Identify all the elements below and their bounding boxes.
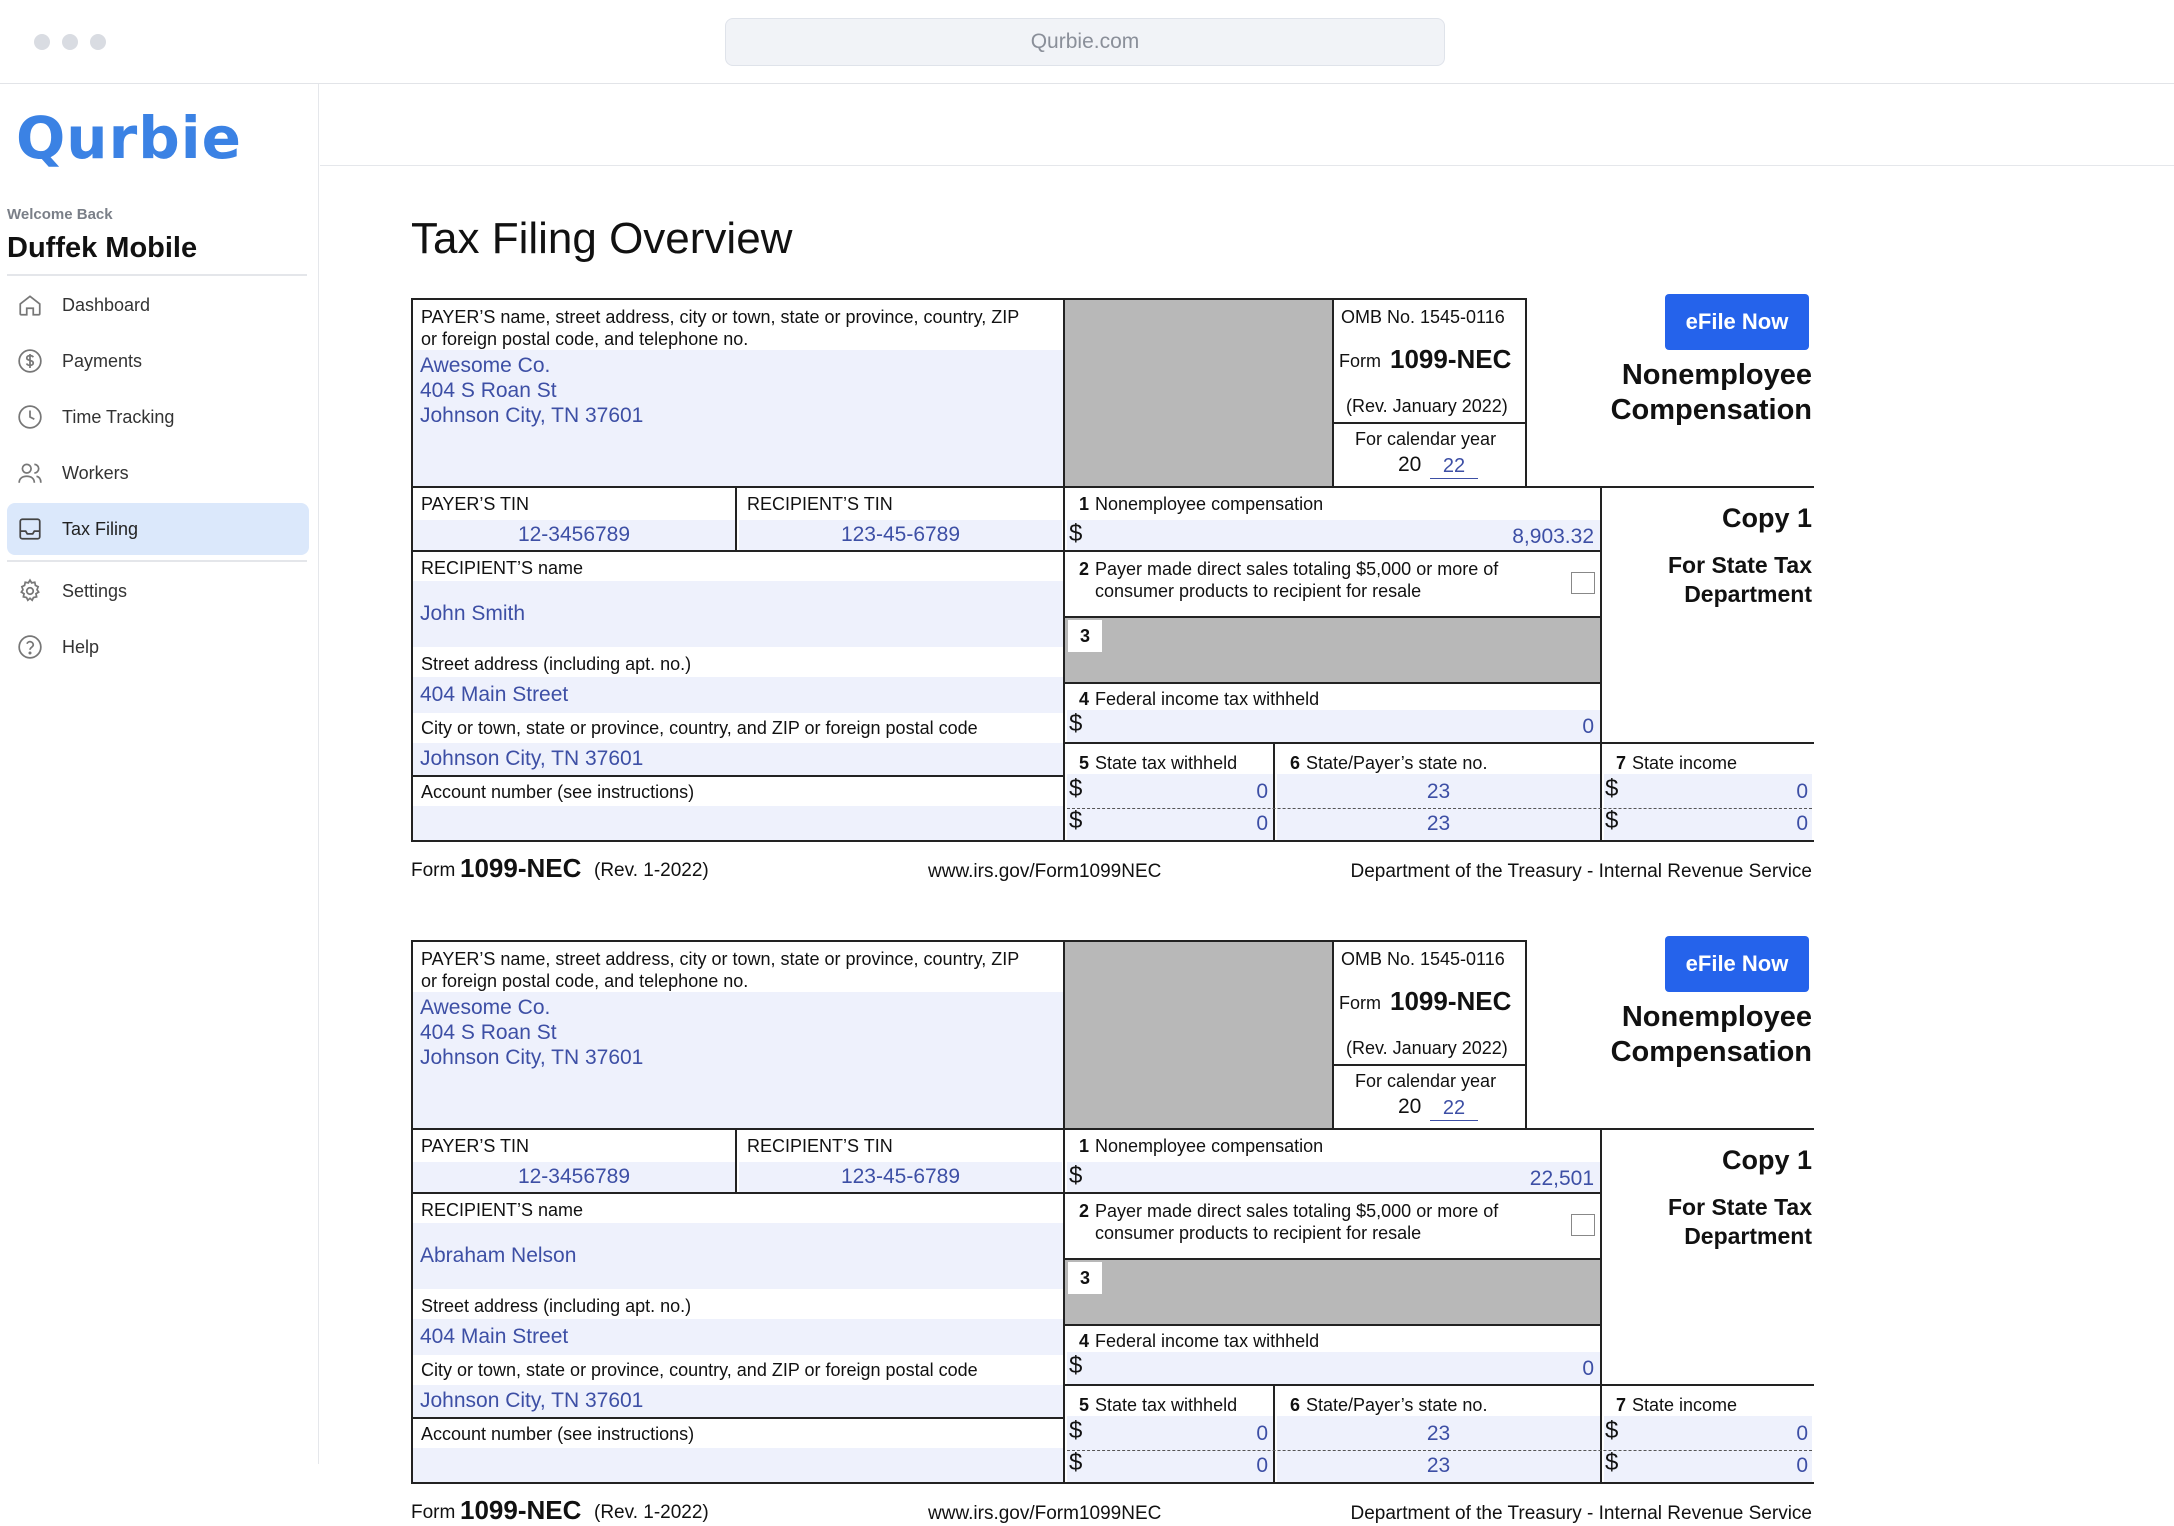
box-7-dollar-2: $ — [1605, 1449, 1619, 1476]
recipient-tin-field[interactable]: 123-45-6789 — [840, 523, 961, 546]
browser-chrome — [0, 0, 2174, 84]
sidebar-divider — [7, 274, 307, 276]
city-field[interactable]: Johnson City, TN 37601 — [420, 747, 644, 770]
year-field[interactable]: 22 — [1430, 454, 1478, 479]
calendar-year-label: For calendar year — [1355, 429, 1497, 449]
box-6-field-2[interactable]: 23 — [1426, 1454, 1451, 1477]
account-field[interactable] — [413, 808, 1063, 840]
copy-sub-line-1: For State Tax — [1668, 552, 1812, 578]
recipient-tin-field[interactable]: 123-45-6789 — [840, 1165, 961, 1188]
sidebar-item-label: Time Tracking — [62, 406, 175, 427]
payer-block-label: PAYER’S name, street address, city or town, state or province, country, ZIP — [421, 307, 1020, 327]
box-5-number: 5 — [1079, 753, 1090, 773]
address-bar[interactable]: Qurbie.com — [725, 18, 1445, 66]
window-maximize-dot[interactable] — [90, 34, 106, 50]
box-4-number: 4 — [1079, 1331, 1090, 1351]
box-7-dollar-1: $ — [1605, 775, 1619, 802]
box-2-checkbox[interactable] — [1571, 572, 1595, 594]
box-3-number: 3 — [1068, 1262, 1102, 1294]
box-1-dollar: $ — [1069, 520, 1083, 547]
sidebar-item-payments[interactable] — [7, 335, 309, 387]
box-5-dollar-2: $ — [1069, 1449, 1083, 1476]
payer-block-label: PAYER’S name, street address, city or town, state or province, country, ZIP — [421, 949, 1020, 969]
omb-number: OMB No. 1545-0116 — [1341, 949, 1505, 969]
footer-revision: (Rev. 1-2022) — [594, 1502, 709, 1523]
sidebar-item-settings[interactable] — [7, 565, 309, 617]
box-4-label: Federal income tax withheld — [1095, 1331, 1320, 1351]
footer-department: Department of the Treasury - Internal Revenue Service — [1350, 1503, 1812, 1524]
street-label: Street address (including apt. no.) — [421, 654, 692, 674]
recipient-tin-label: RECIPIENT’S TIN — [747, 1136, 893, 1156]
box-6-field-1[interactable]: 23 — [1426, 1422, 1451, 1445]
street-field[interactable]: 404 Main Street — [420, 683, 569, 706]
payer-block-label-2: or foreign postal code, and telephone no. — [421, 329, 749, 349]
sidebar-item-label: Workers — [62, 462, 129, 483]
box-2-checkbox[interactable] — [1571, 1214, 1595, 1236]
form-title-line-1: Nonemployee — [1621, 1001, 1812, 1033]
box-7-label: State income — [1632, 1395, 1738, 1415]
footer-department: Department of the Treasury - Internal Revenue Service — [1350, 861, 1812, 882]
efile-now-button[interactable]: eFile Now — [1665, 294, 1809, 350]
payer-name-field[interactable]: Awesome Co. — [420, 354, 551, 377]
box-7-field-1[interactable]: 0 — [1796, 780, 1808, 803]
company-name: Duffek Mobile — [7, 232, 198, 264]
street-label: Street address (including apt. no.) — [421, 1296, 692, 1316]
sidebar — [0, 84, 319, 1464]
box-6-label: State/Payer’s state no. — [1306, 753, 1488, 773]
box-7-dollar-2: $ — [1605, 807, 1619, 834]
sidebar-item-help[interactable] — [7, 621, 309, 673]
year-field[interactable]: 22 — [1430, 1096, 1478, 1121]
home-icon — [17, 292, 43, 318]
dollar-icon — [17, 348, 43, 374]
city-label: City or town, state or province, country, and ZIP or foreign postal code — [421, 1360, 978, 1380]
box-1-label: Nonemployee compensation — [1095, 1136, 1324, 1156]
box-6-field-1[interactable]: 23 — [1426, 780, 1451, 803]
form-revision: (Rev. January 2022) — [1346, 1038, 1508, 1058]
box-3-number: 3 — [1068, 620, 1102, 652]
sidebar-item-tax-filing[interactable] — [7, 503, 309, 555]
box-7-number: 7 — [1616, 1395, 1627, 1415]
payer-tin-field[interactable]: 12-3456789 — [517, 523, 631, 546]
city-label: City or town, state or province, country, and ZIP or foreign postal code — [421, 718, 978, 738]
box-5-field-2[interactable]: 0 — [1256, 1454, 1268, 1477]
window-close-dot[interactable] — [34, 34, 50, 50]
sidebar-item-label: Dashboard — [62, 294, 151, 315]
footer-revision: (Rev. 1-2022) — [594, 860, 709, 881]
recipient-name-label: RECIPIENT’S name — [421, 558, 584, 578]
calendar-year-label: For calendar year — [1355, 1071, 1497, 1091]
year-prefix: 20 — [1398, 453, 1422, 476]
window-minimize-dot[interactable] — [62, 34, 78, 50]
box-5-dollar-1: $ — [1069, 1417, 1083, 1444]
box-4-dollar: $ — [1069, 710, 1083, 737]
box-2-label-2: consumer products to recipient for resale — [1095, 581, 1422, 601]
box-5-label: State tax withheld — [1095, 1395, 1238, 1415]
recipient-tin-label: RECIPIENT’S TIN — [747, 494, 893, 514]
box-2-number: 2 — [1079, 559, 1090, 579]
box-7-label: State income — [1632, 753, 1738, 773]
payer-tin-label: PAYER’S TIN — [421, 494, 530, 514]
box-1-field[interactable]: 8,903.32 — [1512, 525, 1594, 548]
copy-label: Copy 1 — [1721, 1145, 1812, 1175]
copy-sub-line-2: Department — [1684, 1223, 1812, 1249]
inbox-icon — [17, 516, 43, 542]
box-7-number: 7 — [1616, 753, 1627, 773]
box-1-number: 1 — [1079, 1136, 1090, 1156]
box-4-number: 4 — [1079, 689, 1090, 709]
form-title-line-1: Nonemployee — [1621, 359, 1812, 391]
box-5-number: 5 — [1079, 1395, 1090, 1415]
gear-icon — [17, 578, 43, 604]
copy-sub-line-1: For State Tax — [1668, 1194, 1812, 1220]
form-revision: (Rev. January 2022) — [1346, 396, 1508, 416]
box-6-number: 6 — [1290, 753, 1301, 773]
payer-city-field[interactable]: Johnson City, TN 37601 — [420, 404, 644, 427]
recipient-name-label: RECIPIENT’S name — [421, 1200, 584, 1220]
box-4-field[interactable]: 0 — [1582, 715, 1594, 738]
payer-tin-field[interactable]: 12-3456789 — [517, 1165, 631, 1188]
welcome-text: Welcome Back — [7, 206, 113, 223]
form-word: Form — [1339, 993, 1381, 1013]
box-5-field-1[interactable]: 0 — [1256, 780, 1268, 803]
street-field[interactable]: 404 Main Street — [420, 1325, 569, 1348]
copy-sub-line-2: Department — [1684, 581, 1812, 607]
city-field[interactable]: Johnson City, TN 37601 — [420, 1389, 644, 1412]
payer-city-field[interactable]: Johnson City, TN 37601 — [420, 1046, 644, 1069]
help-icon — [17, 634, 43, 660]
box-7-field-1[interactable]: 0 — [1796, 1422, 1808, 1445]
box-2-label-1: Payer made direct sales totaling $5,000 or more of — [1095, 559, 1499, 579]
box-5-field-1[interactable]: 0 — [1256, 1422, 1268, 1445]
omb-number: OMB No. 1545-0116 — [1341, 307, 1505, 327]
payer-street-field[interactable]: 404 S Roan St — [420, 379, 557, 402]
account-field[interactable] — [413, 1450, 1063, 1482]
clock-icon — [17, 404, 43, 430]
box-7-field-2[interactable]: 0 — [1796, 812, 1808, 835]
footer-form-name: 1099-NEC — [460, 853, 582, 883]
efile-now-button[interactable]: eFile Now — [1665, 936, 1809, 992]
sidebar-item-label: Settings — [62, 580, 128, 601]
box-2-number: 2 — [1079, 1201, 1090, 1221]
box-5-field-2[interactable]: 0 — [1256, 812, 1268, 835]
box-5-dollar-2: $ — [1069, 807, 1083, 834]
payer-name-field[interactable]: Awesome Co. — [420, 996, 551, 1019]
footer-url[interactable]: www.irs.gov/Form1099NEC — [928, 861, 1162, 882]
page-title: Tax Filing Overview — [411, 214, 793, 263]
year-prefix: 20 — [1398, 1095, 1422, 1118]
account-label: Account number (see instructions) — [421, 782, 695, 802]
footer-form-word: Form — [411, 1502, 456, 1523]
box-1-number: 1 — [1079, 494, 1090, 514]
form-name: 1099-NEC — [1390, 344, 1512, 374]
box-5-label: State tax withheld — [1095, 753, 1238, 773]
box-7-dollar-1: $ — [1605, 1417, 1619, 1444]
payer-tin-label: PAYER’S TIN — [421, 1136, 530, 1156]
recipient-name-field[interactable]: Abraham Nelson — [420, 1244, 577, 1267]
form-name: 1099-NEC — [1390, 986, 1512, 1016]
form-word: Form — [1339, 351, 1381, 371]
main-topbar — [320, 84, 2174, 166]
box-1-field[interactable]: 22,501 — [1529, 1167, 1594, 1190]
app-logo[interactable]: Qurbie — [16, 104, 242, 172]
footer-form-word: Form — [411, 860, 456, 881]
payer-street-field[interactable]: 404 S Roan St — [420, 1021, 557, 1044]
users-icon — [17, 460, 43, 486]
box-1-dollar: $ — [1069, 1162, 1083, 1189]
box-2-label-1: Payer made direct sales totaling $5,000 or more of — [1095, 1201, 1499, 1221]
box-6-number: 6 — [1290, 1395, 1301, 1415]
copy-label: Copy 1 — [1721, 503, 1812, 533]
footer-form-name: 1099-NEC — [460, 1495, 582, 1525]
box-4-dollar: $ — [1069, 1352, 1083, 1379]
payer-block-label-2: or foreign postal code, and telephone no. — [421, 971, 749, 991]
form-title-line-2: Compensation — [1610, 394, 1812, 426]
box-4-label: Federal income tax withheld — [1095, 689, 1320, 709]
box-7-field-2[interactable]: 0 — [1796, 1454, 1808, 1477]
box-5-dollar-1: $ — [1069, 775, 1083, 802]
footer-url[interactable]: www.irs.gov/Form1099NEC — [928, 1503, 1162, 1524]
sidebar-item-label: Tax Filing — [62, 518, 139, 539]
box-6-field-2[interactable]: 23 — [1426, 812, 1451, 835]
box-6-label: State/Payer’s state no. — [1306, 1395, 1488, 1415]
box-4-field[interactable]: 0 — [1582, 1357, 1594, 1380]
box-1-label: Nonemployee compensation — [1095, 494, 1324, 514]
form-title-line-2: Compensation — [1610, 1036, 1812, 1068]
sidebar-item-dashboard[interactable] — [7, 279, 309, 331]
account-label: Account number (see instructions) — [421, 1424, 695, 1444]
sidebar-item-label: Payments — [62, 350, 143, 371]
sidebar-item-time-tracking[interactable] — [7, 391, 309, 443]
recipient-name-field[interactable]: John Smith — [420, 602, 526, 625]
sidebar-item-label: Help — [62, 636, 100, 657]
box-2-label-2: consumer products to recipient for resale — [1095, 1223, 1422, 1243]
sidebar-divider — [7, 560, 307, 562]
sidebar-item-workers[interactable] — [7, 447, 309, 499]
